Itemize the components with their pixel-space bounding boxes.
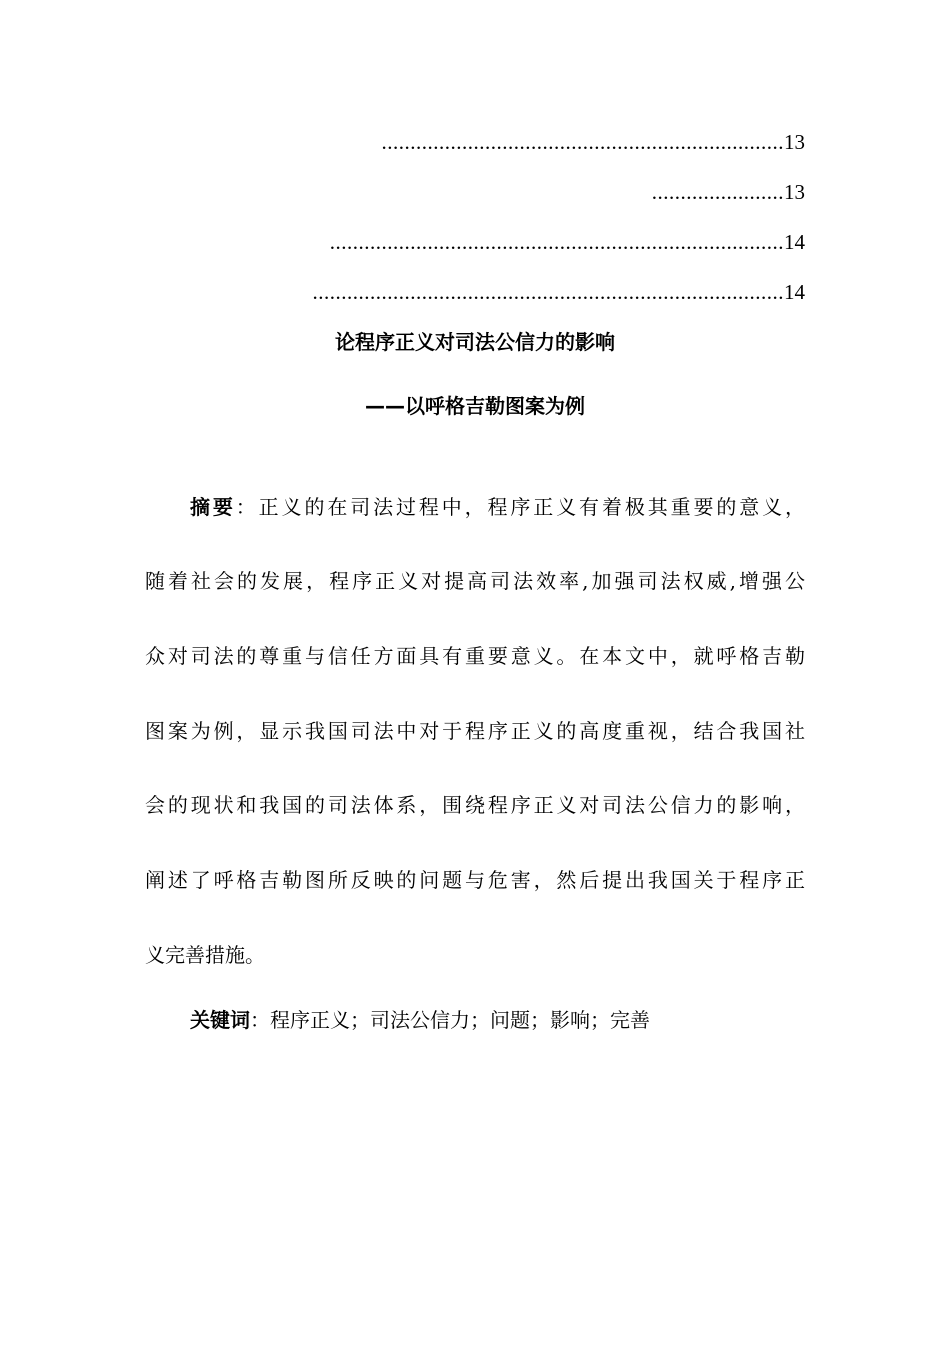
toc-leader-dots: .................................................................................. <box>312 280 784 304</box>
abstract-line: 图案为例，显示我国司法中对于程序正义的高度重视，结合我国社 <box>145 719 805 743</box>
toc-page-number: 14 <box>784 230 805 254</box>
abstract-label: 摘要 <box>190 495 236 519</box>
toc-page-number: 13 <box>784 180 805 204</box>
abstract-line: 义完善措施。 <box>145 943 265 967</box>
paper-title: 论程序正义对司法公信力的影响 <box>335 330 615 354</box>
toc-entry[interactable] <box>240 230 805 254</box>
abstract-line: 会的现状和我国的司法体系，围绕程序正义对司法公信力的影响， <box>145 793 805 817</box>
toc-leader-dots: ....................... <box>651 180 784 204</box>
keywords <box>190 1005 650 1035</box>
toc-leader-dots: ...................................................................... <box>381 130 784 154</box>
keywords-label: 关键词 <box>190 1008 250 1032</box>
toc-entry[interactable] <box>230 280 805 304</box>
abstract-label-colon: ： <box>235 495 259 519</box>
paper-subtitle: ——以呼格吉勒图案为例 <box>365 394 585 418</box>
abstract-text: 正义的在司法过程中，程序正义有着极其重要的意义， <box>258 495 806 519</box>
toc-page-number: 13 <box>784 130 805 154</box>
toc-entry[interactable] <box>375 130 805 154</box>
keywords-label-colon: ： <box>250 1008 270 1032</box>
abstract-line: 随着社会的发展，程序正义对提高司法效率,加强司法权威,增强公 <box>145 569 805 593</box>
abstract-line: 阐述了呼格吉勒图所反映的问题与危害，然后提出我国关于程序正 <box>145 868 805 892</box>
toc-leader-dots: ............................................................................... <box>329 230 784 254</box>
abstract-line <box>190 492 805 522</box>
toc-entry[interactable] <box>645 180 805 204</box>
toc-page-number: 14 <box>784 280 805 304</box>
keywords-value: 程序正义；司法公信力；问题；影响；完善 <box>270 1008 650 1032</box>
abstract-line: 众对司法的尊重与信任方面具有重要意义。在本文中，就呼格吉勒 <box>145 644 805 668</box>
